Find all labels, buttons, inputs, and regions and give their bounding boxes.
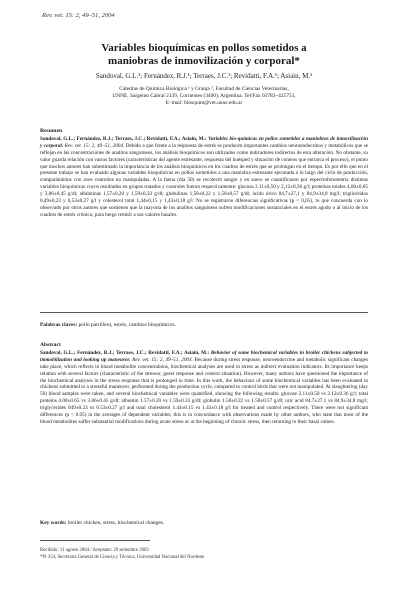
abstract-body: Because during stress response, neuroendocrine and metabolic significant changes take place, which reflects in blood metabolite concentrations, biochemical analyses are used in stress as indirect evaluation indicators. Its importance keeps relation with several factors (characteristic of the stressor, guest response and context situation). However, many authors have questioned the importance of the biochemical analyses in the stress response that is prolonged in time. In this work, the behaviour of some biochemical variables has been evaluated in chickens submitted to a stressful maneuver, performed during the production cycle, compared to control birds that were not manipulated. At slaughtering (day 50) blood samples were taken, and several biochemical variables were quantified, showing the following results: glucose 2.11±0.50 vs 2.12±0.36 g/l; total proteins 4.00±0.65 vs 3.86±0.45 g/dl; albumin 1.57±0.20 vs 1.59±0.33 g/dl; globulin 1.58±0.22 vs 1.58±0.57 g/dl; uric acid 84.7±27.1 vs 84.9±34.8 mg/l; triglycerides 049±0.23 vs 0.53±0.27 g/l and total cholesterol 1.44±0.15 vs 1.43±0.18 g/l for treated and control respectively. There were not significant differences (p < 0.05) in the averages of dependent variables; this is in concordance with observations made by other authors, who state that most of the blood metabolites suffer substantial modifications during acute stress or at the beginning of chronic stress, then returning to their basal values. <box>40 356 368 425</box>
abstract-heading: Abstract <box>40 342 61 348</box>
keywords-en-label: Key words: <box>40 520 67 526</box>
article-title <box>40 42 368 68</box>
journal-header: Rev. vet. 15: 2, 49–51, 2004 <box>42 12 115 19</box>
keywords-es-label: Palabras claves: <box>40 322 78 328</box>
resumen-section <box>40 128 368 219</box>
abstract-cite-authors: Sandoval, G.L.; Fernández, R.J.; Terraes, J.C.; Revidatti, F.A.; Asiain, M.: <box>40 349 210 356</box>
title-line-1: Variables bioquímicas en pollos sometidos a <box>101 42 307 54</box>
funding-note: *PI 354, Secretaría General de Ciencia y Técnica, Universidad Nacional del Nordeste <box>40 555 205 560</box>
section-divider <box>40 312 368 313</box>
received-date: Recibido: 11 agosto 2004 / Aceptado: 29 setiembre 2003 <box>40 548 149 553</box>
footnote-divider <box>40 540 150 541</box>
abstract-section <box>40 342 368 426</box>
author-list: Sandoval, G.L.¹; Fernández, R.J.¹; Terraes, J.C.¹; Revidatti, F.A.¹; Asiain, M.¹ <box>95 72 313 80</box>
affiliation-line-1: Cátedras de Química Biológica ¹ y Granja ², Facultad de Ciencias Veterinarias, <box>119 86 289 92</box>
keywords-en-text: broiler chicken, stress, biochemical changes. <box>67 520 165 526</box>
resumen-cite-authors: Sandoval, G.L.; Fernández, R.J.; Terraes, J.C.; Revidatti, F.A.; Asiain, M.: <box>40 135 207 142</box>
resumen-body: Debido a que frente a la respuesta de estrés se producen importantes cambios neuroendocrinos y metabólicos que se reflejan en las concentraciones de analitos sanguíneos, los análisis bioquímicos son utilizados como indicadores indirectos de esta alteración. No obstante, su valor guarda relación con varios factores (características del agente estresante, respuesta del huésped y situación de conteos que entrarca el proceso), el punto que muchos autores han subestimado la importancia de los análisis bioquímicos en los cuadros de estrés que se prolongan en el tiempo. Es por ello que en el presente trabajo se han evaluado algunas variables bioquímicas en pollos sometidos a una maniobra estresante ejecutada a lo largo del ciclo de producción, comparándolos con aves controles no manipuladas. A la faena (día 50) se recolectó sangre y en suero se cuantificaron por espectrofotometría distintas variables bioquímicas cuyos resultados en grupos tratados y controles fueron respectivamente: glucosa 2,11±0,50 y 2,12±0,36 g/l; proteínas totales 4,00±0,65 y 3,86±0,45 g/dl; albúminas 1,57±0,20 y 1,59±0,33 g/dl; globulinas 1,58±0,22 y 1,58±0,57 g/dl; ácido úrico 84,7±27,1 y 84,9±34,8 mg/l; triglicéridos 0,49±0,23 y 0,53±0,27 g/l y colesterol total 1,44±0,15 y 1,43±0,18 g/l. No se registraron diferencias significativas (p < 0,05), lo que concuerda con lo observado por otros autores que sostienen que la mayoría de los analitos sanguíneos sufren modificaciones sustanciales en el estrés agudo o al inicio de los cuadros de estrés crónico, para luego remitir a sus valores basales. <box>40 142 369 218</box>
title-line-2: maniobras de inmovilización y corporal* <box>108 55 300 67</box>
footnotes <box>40 547 368 561</box>
resumen-cite-title: Variables bio-químicas en pollos sometidos a maniobras de inmovilización y corporal. <box>40 135 368 149</box>
resumen-journal: Rev. vet. 15: 2, 49–51, 2004. <box>64 142 125 149</box>
affiliation <box>40 86 368 107</box>
keywords-en <box>40 520 368 527</box>
resumen-paragraph <box>40 136 368 219</box>
keywords-es <box>40 322 368 329</box>
abstract-cite-title: Behavior of some biochemical variables in broiler chickens subjected to immobilization and looking up maneuver. <box>40 349 369 363</box>
resumen-heading: Resumen <box>40 128 63 134</box>
keywords-es-text: pollo parrillero, estrés, cambios bioquímicos. <box>78 322 177 328</box>
abstract-paragraph <box>40 350 368 426</box>
affiliation-email: E–mail: biosquim@vet.unne.edu.ar <box>165 100 243 106</box>
affiliation-line-2: UNNE, Sargento Cabral 2139, Corrientes (3400), Argentina. Tel/Fax 03783–425753, <box>112 93 296 99</box>
abstract-journal: Rev. vet. 15: 2, 49–51, 2004. <box>132 356 193 363</box>
